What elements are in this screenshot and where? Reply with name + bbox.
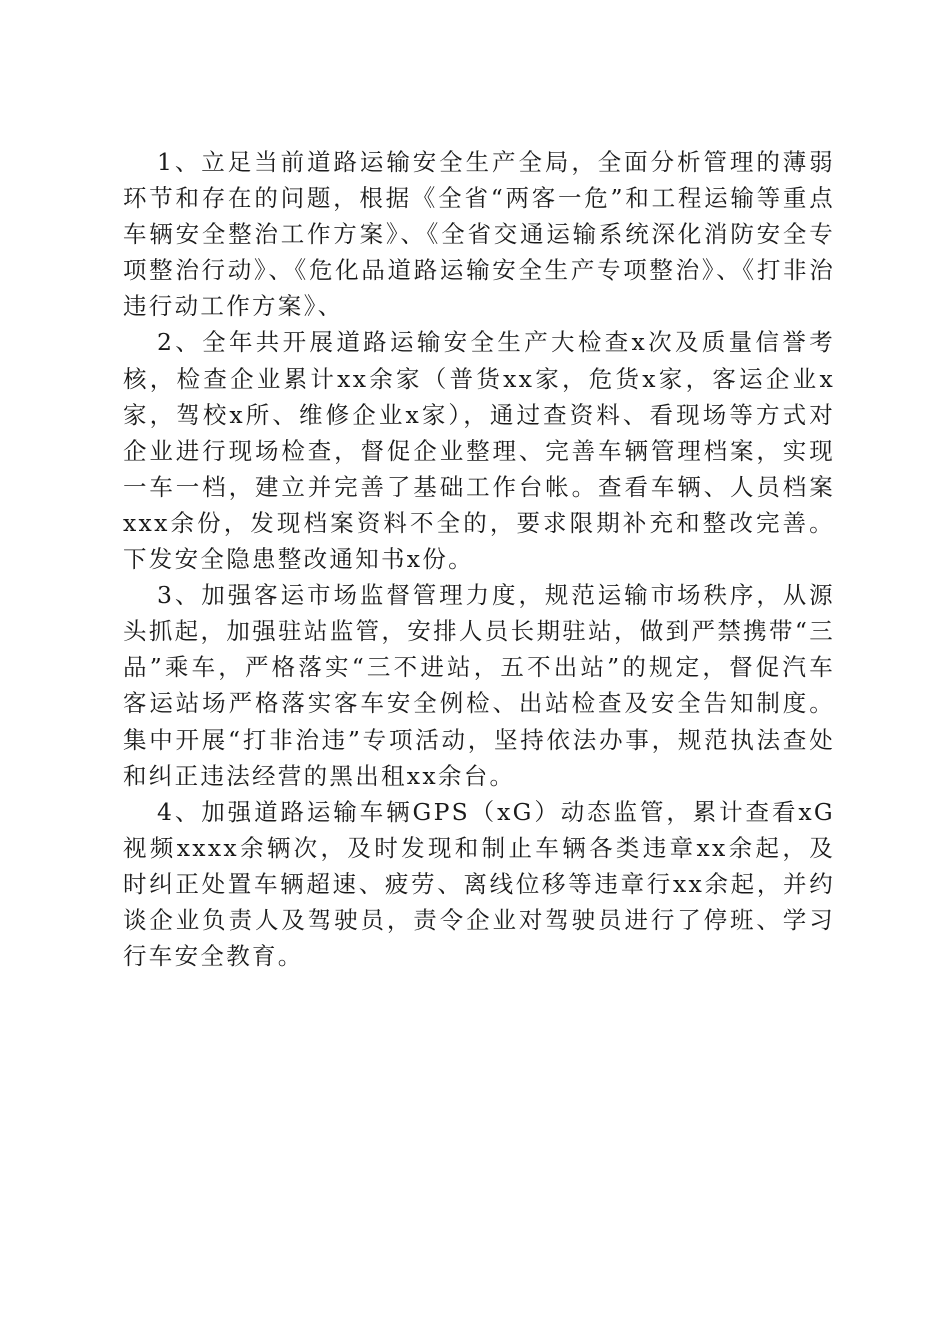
paragraph-4: 4、加强道路运输车辆GPS（xG）动态监管，累计查看xG视频xxxx余辆次，及时发现和制止车辆各类违章xx余起，及时纠正处置车辆超速、疲劳、离线位移等违章行xx余起，并约谈企业负责人及驾驶员，责令企业对驾驶员进行了停班、学习行车安全教育。: [123, 797, 835, 971]
paragraph-3: 3、加强客运市场监督管理力度，规范运输市场秩序，从源头抓起，加强驻站监管，安排人员长期驻站，做到严禁携带“三品”乘车，严格落实“三不进站，五不出站”的规定，督促汽车客运站场严格落实客车安全例检、出站检查及安全告知制度。集中开展“打非治违”专项活动，坚持依法办事，规范执法查处和纠正违法经营的黑出租xx余台。: [123, 581, 835, 790]
paragraph-2: 2、全年共开展道路运输安全生产大检查x次及质量信誉考核，检查企业累计xx余家（普货xx家，危货x家，客运企业x家，驾校x所、维修企业x家），通过查资料、看现场等方式对企业进行现场检查，督促企业整理、完善车辆管理档案，实现一车一档，建立并完善了基础工作台帐。查看车辆、人员档案xxx余份，发现档案资料不全的，要求限期补充和整改完善。下发安全隐患整改通知书x份。: [123, 328, 835, 574]
paragraph-1: 1、立足当前道路运输安全生产全局，全面分析管理的薄弱环节和存在的问题，根据《全省“两客一危”和工程运输等重点车辆安全整治工作方案》、《全省交通运输系统深化消防安全专项整治行动》、《危化品道路运输安全生产专项整治》、《打非治违行动工作方案》、: [123, 148, 835, 321]
document-body: [123, 144, 835, 974]
